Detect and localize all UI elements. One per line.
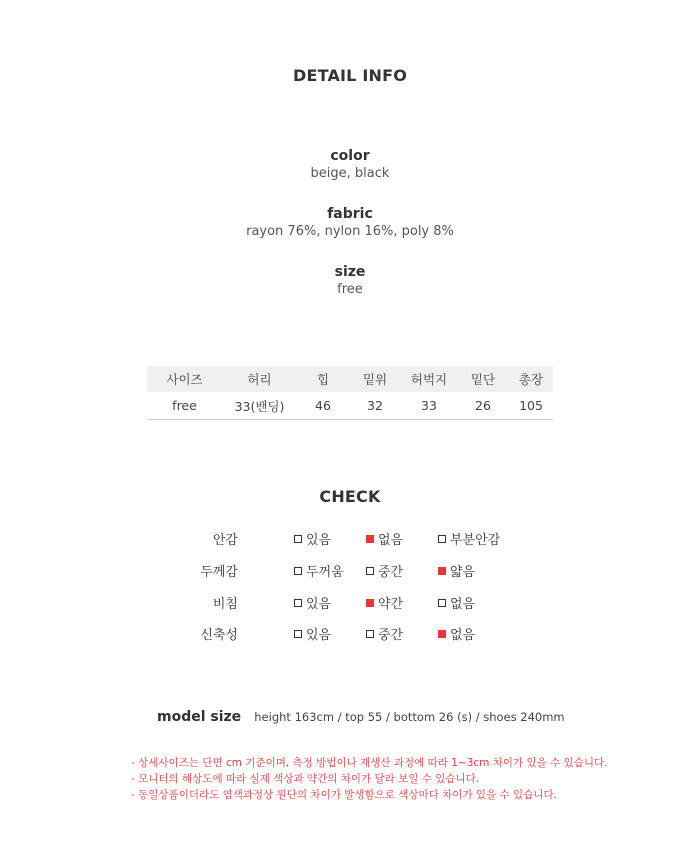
size-table-cell: 32 <box>349 392 401 420</box>
color-label: color <box>330 148 370 164</box>
check-option-label: 약간 <box>378 597 404 612</box>
check-row-label: 신축성 <box>200 628 238 643</box>
check-option-label: 부분안감 <box>450 533 501 548</box>
check-option <box>294 561 344 580</box>
check-option <box>438 529 500 548</box>
size-table-cell: 26 <box>457 392 509 420</box>
checkbox-icon <box>438 630 446 638</box>
check-option-label: 있음 <box>306 628 332 643</box>
checkbox-icon <box>438 535 446 543</box>
size-table-header: 밑위 <box>349 366 401 392</box>
check-option <box>366 624 403 643</box>
checkbox-icon <box>438 599 446 607</box>
checkbox-icon <box>366 599 374 607</box>
check-option-label: 없음 <box>450 628 476 643</box>
size-table-header: 사이즈 <box>147 366 222 392</box>
note-line: - 동일상품이더라도 염색과정상 원단의 차이가 발생함으로 색상마다 차이가 있을 수 있습니다. <box>131 789 557 801</box>
size-label: size <box>334 264 366 280</box>
size-table-header: 총장 <box>509 366 553 392</box>
fabric-value: rayon 76%, nylon 16%, poly 8% <box>246 224 454 239</box>
model-size <box>157 706 565 725</box>
check-option-label: 중간 <box>378 565 404 580</box>
size-value: free <box>337 282 363 297</box>
table-row <box>147 392 553 420</box>
size-table-cell: free <box>147 392 222 420</box>
checkbox-icon <box>294 599 302 607</box>
note-line: - 모니터의 해상도에 따라 실제 색상과 약간의 차이가 달라 보일 수 있습니다. <box>131 773 480 785</box>
color-value: beige, black <box>310 166 390 181</box>
size-table-cell: 105 <box>509 392 553 420</box>
check-row-label: 비침 <box>212 597 238 612</box>
checkbox-icon <box>366 630 374 638</box>
size-table-header: 힙 <box>297 366 349 392</box>
check-title: CHECK <box>319 487 381 506</box>
size-table-header: 허리 <box>222 366 297 392</box>
check-option-label: 얇음 <box>450 565 476 580</box>
check-option <box>366 529 403 548</box>
size-table-header: 밑단 <box>457 366 509 392</box>
checkbox-icon <box>438 567 446 575</box>
checkbox-icon <box>294 567 302 575</box>
model-size-text: height 163cm / top 55 / bottom 26 (s) / shoes 240mm <box>254 710 565 724</box>
fabric-label: fabric <box>327 206 373 222</box>
size-table-cell: 33(밴딩) <box>222 392 297 420</box>
check-option-label: 없음 <box>450 597 476 612</box>
check-option <box>366 561 403 580</box>
check-option <box>438 561 475 580</box>
checkbox-icon <box>294 630 302 638</box>
check-row-thickness <box>0 561 700 581</box>
detail-info-title: DETAIL INFO <box>292 66 408 85</box>
check-option <box>294 529 331 548</box>
check-row-label: 두께감 <box>200 565 238 580</box>
check-option <box>294 593 331 612</box>
note-line: - 상세사이즈는 단면 cm 기준이며, 측정 방법이나 재생산 과정에 따라 1~3cm 차이가 있을 수 있습니다. <box>131 757 608 769</box>
model-size-label: model size <box>157 709 242 725</box>
size-table-header: 허벅지 <box>401 366 457 392</box>
check-option-label: 두꺼움 <box>306 565 344 580</box>
check-row-see-through <box>0 593 700 613</box>
check-option-label: 있음 <box>306 533 332 548</box>
check-option <box>438 593 475 612</box>
check-row-stretch <box>0 624 700 644</box>
check-row-label: 안감 <box>212 533 238 548</box>
size-table <box>147 366 553 420</box>
check-option-label: 없음 <box>378 533 404 548</box>
checkbox-icon <box>366 535 374 543</box>
size-table-cell: 33 <box>401 392 457 420</box>
size-table-cell: 46 <box>297 392 349 420</box>
check-option-label: 있음 <box>306 597 332 612</box>
checkbox-icon <box>366 567 374 575</box>
check-option-label: 중간 <box>378 628 404 643</box>
check-option <box>294 624 331 643</box>
checkbox-icon <box>294 535 302 543</box>
check-row-lining <box>0 529 700 549</box>
size-table-header-row <box>147 366 553 392</box>
check-option <box>366 593 403 612</box>
check-option <box>438 624 475 643</box>
